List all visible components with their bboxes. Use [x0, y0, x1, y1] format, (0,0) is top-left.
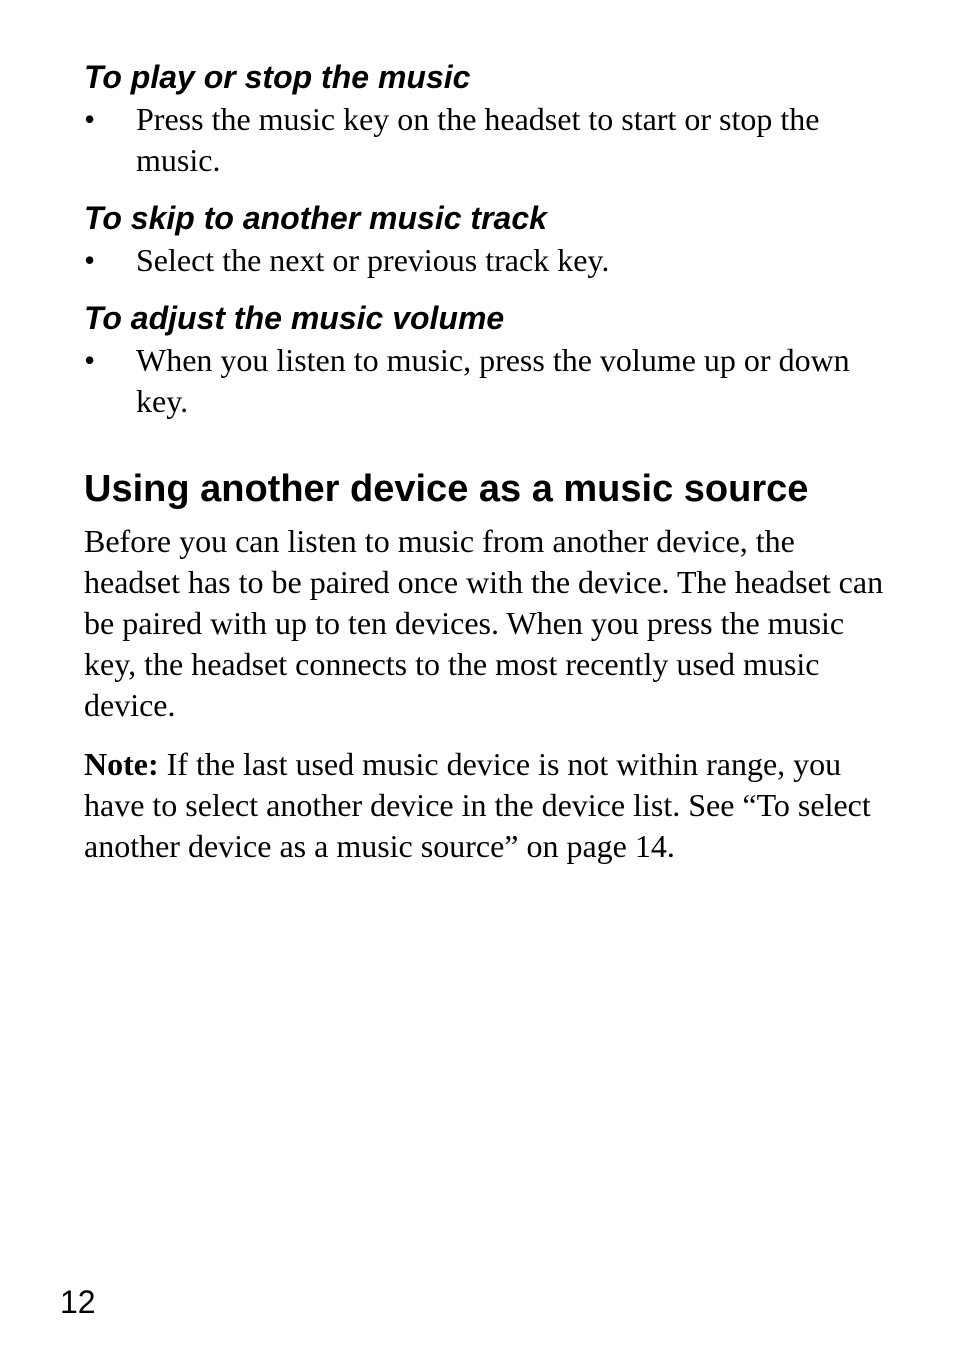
- body-paragraph: Before you can listen to music from another device, the headset has to be paired once with the device. The headset can be paired with up to ten devices. When you press the music key, the headset connects to the most recently used music device.: [84, 523, 884, 723]
- bullet-icon: •: [84, 101, 96, 137]
- note-label: Note:: [84, 746, 159, 782]
- skip-track-heading: To skip to another music track: [84, 200, 547, 236]
- bullet-text: Select the next or previous track key.: [136, 242, 610, 278]
- bullet-text: Press the music key on the headset to start or stop the music.: [136, 101, 820, 178]
- note-text: If the last used music device is not within range, you have to select another device in the device list. See “To select another device as a music source” on page 14.: [84, 746, 871, 864]
- bullet-text: When you listen to music, press the volume up or down key.: [136, 342, 850, 419]
- bullet-icon: •: [84, 242, 96, 278]
- section-title: Using another device as a music source: [84, 468, 809, 510]
- play-stop-heading: To play or stop the music: [84, 59, 471, 95]
- bullet-icon: •: [84, 342, 96, 378]
- page-number: 12: [60, 1284, 96, 1320]
- adjust-volume-heading: To adjust the music volume: [84, 300, 505, 336]
- note-paragraph: [84, 744, 894, 867]
